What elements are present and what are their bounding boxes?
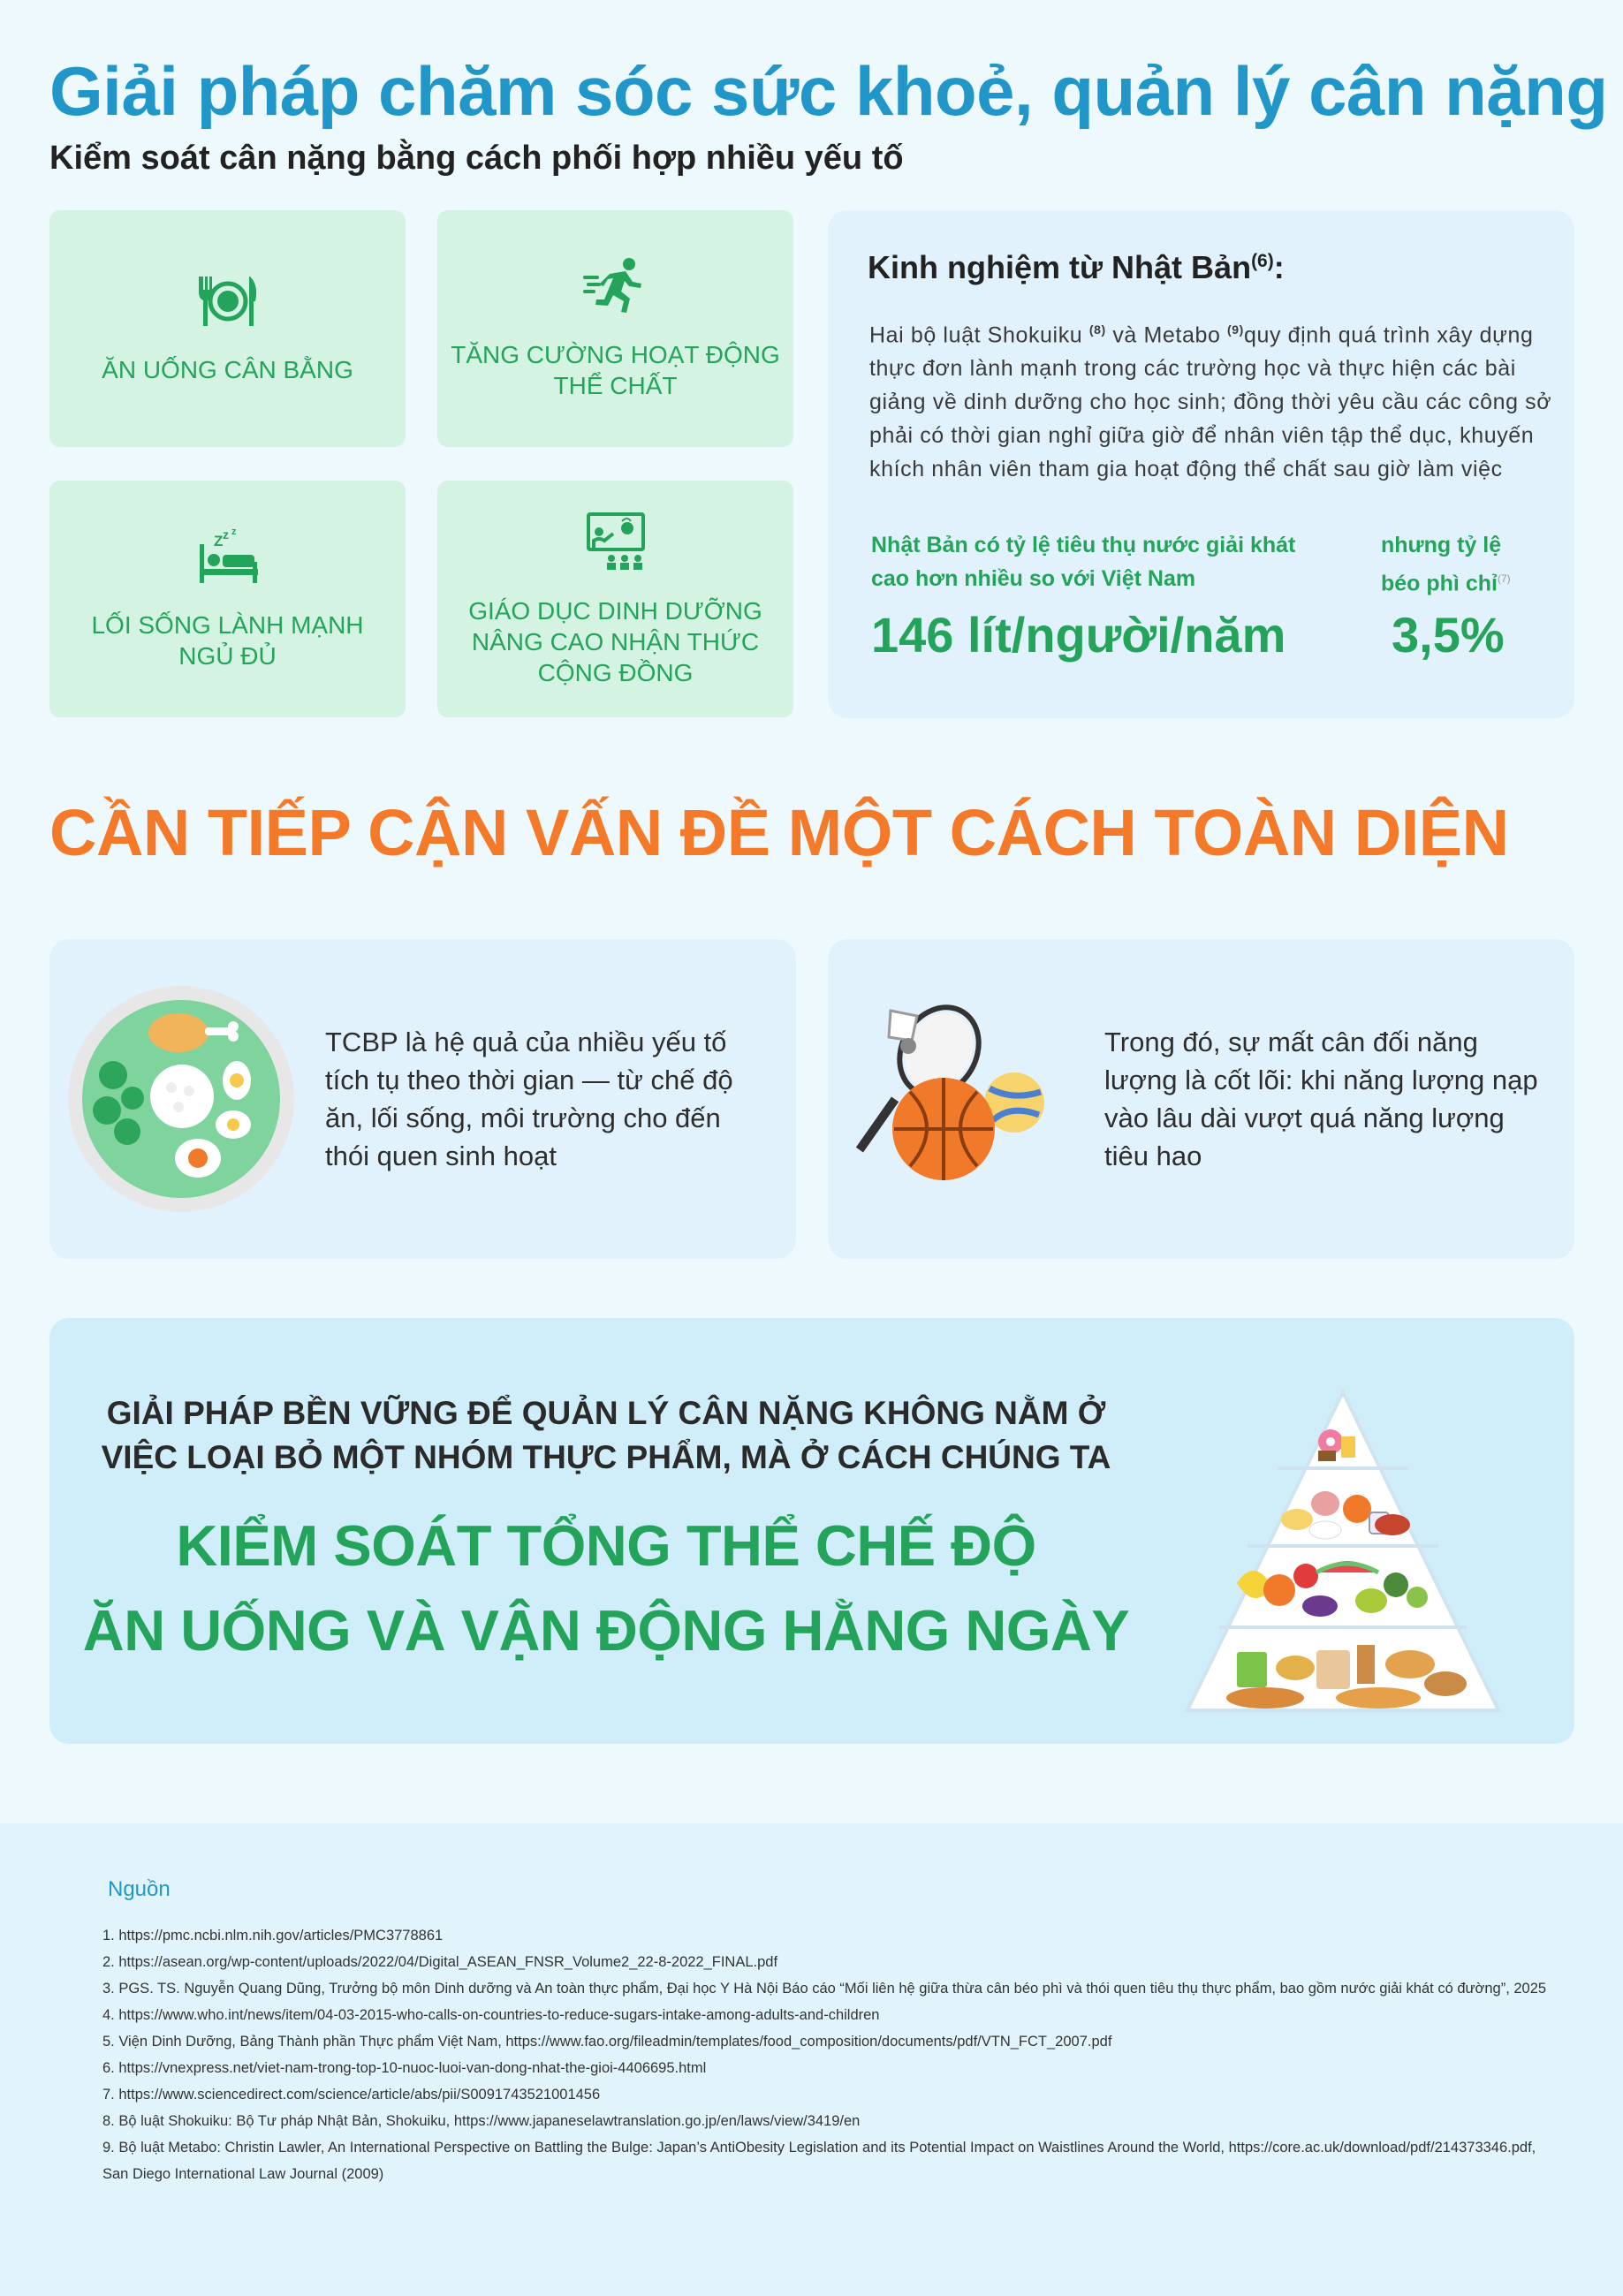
source-item: 7. https://www.sciencedirect.com/science/article/abs/pii/S0091743521001456 bbox=[102, 2087, 601, 2103]
sleeping-bed-icon bbox=[196, 527, 260, 585]
svg-text:z: z bbox=[222, 527, 229, 542]
sources-title: Nguồn bbox=[108, 1877, 171, 1901]
factor-tile-healthy-sleep bbox=[49, 481, 406, 717]
banner-highlight-line2: ĂN UỐNG VÀ VẬN ĐỘNG HẰNG NGÀY bbox=[82, 1598, 1130, 1663]
svg-text:z: z bbox=[231, 527, 236, 537]
source-item: 5. Viện Dinh Dưỡng, Bảng Thành phần Thực phẩm Việt Nam, https://www.fao.org/fileadmin/templates/food_composition/documents/pdf/VTN_FCT_2007.pdf bbox=[102, 2034, 1112, 2050]
source-item: 4. https://www.who.int/news/item/04-03-2015-who-calls-on-countries-to-reduce-sugars-intake-among-adults-and-children bbox=[102, 2007, 880, 2023]
banner-highlight-line1: KIỂM SOÁT TỔNG THỂ CHẾ ĐỘ bbox=[176, 1513, 1036, 1578]
source-item: 2. https://asean.org/wp-content/uploads/2022/04/Digital_ASEAN_FNSR_Volume2_22-8-2022_FINAL.pdf bbox=[102, 1954, 778, 1970]
factor-tile-physical-activity bbox=[437, 210, 793, 447]
source-item: 6. https://vnexpress.net/viet-nam-trong-top-10-nuoc-luoi-van-dong-nhat-the-gioi-4406695.html bbox=[102, 2060, 707, 2076]
food-pyramid-illustration bbox=[1184, 1387, 1502, 1714]
banner-intro: GIẢI PHÁP BỀN VỮNG ĐỂ QUẢN LÝ CÂN NẶNG KHÔNG NẰM Ở VIỆC LOẠI BỎ MỘT NHÓM THỰC PHẨM, MÀ Ở CÁCH CHÚNG TA bbox=[101, 1395, 1111, 1475]
factor-label: GIÁO DỤC DINH DƯỠNG NÂNG CAO NHẬN THỨC CỘNG ĐỒNG bbox=[468, 596, 762, 686]
source-item: 1. https://pmc.ncbi.nlm.nih.gov/articles/PMC3778861 bbox=[102, 1928, 444, 1944]
page-subtitle: Kiểm soát cân nặng bằng cách phối hợp nhiều yếu tố bbox=[49, 140, 904, 177]
beverage-consumption-value: 146 lít/người/năm bbox=[871, 607, 1286, 663]
factor-label: ĂN UỐNG CÂN BẰNG bbox=[102, 355, 353, 383]
japan-panel-body: Hai bộ luật Shokuiku $^{(8)}$ và Metabo $^{(9)}$quy định quá trình xây dựng thực đơn lành mạnh trong các trường học và thực hiện các bài giảng về dinh dưỡng cho học sinh; đồng thời yêu cầu các công sở phải có thời gian nghỉ giữa giờ để nhân viên tập thể dục, khuyến khích nhân viên tham gia hoạt động thể chất sau giờ làm việc bbox=[869, 322, 1552, 482]
factor-tile-nutrition-education bbox=[437, 481, 793, 717]
food-plate-illustration bbox=[65, 983, 297, 1215]
section-heading: CẦN TIẾP CẬN VẤN ĐỀ MỘT CÁCH TOÀN DIỆN bbox=[49, 796, 1509, 869]
factor-label: TĂNG CƯỜNG HOẠT ĐỘNG THỂ CHẤT bbox=[451, 341, 780, 399]
running-person-icon bbox=[583, 256, 648, 314]
source-item: 3. PGS. TS. Nguyễn Quang Dũng, Trưởng bộ môn Dinh dưỡng và An toàn thực phẩm, Đại học Y Hà Nội Báo cáo “Mối liên hệ giữa thừa cân béo phì và thói quen tiêu thụ thực phẩm, bao gồm nước giải khát có đường”, 2025 bbox=[102, 1981, 1547, 1997]
svg-text:Z: Z bbox=[213, 533, 223, 549]
sports-equipment-illustration bbox=[855, 996, 1060, 1201]
obesity-rate-value: 3,5% bbox=[1392, 607, 1505, 663]
classroom-board-icon bbox=[585, 511, 647, 571]
japan-panel-title: Kinh nghiệm từ Nhật Bản$^{(6)}$: bbox=[868, 249, 1285, 285]
obesity-rate-label: nhưng tỷ lệ béo phì chỉ$^{(7)}$ bbox=[1381, 533, 1511, 596]
card-energy-imbalance-text: Trong đó, sự mất cân đối năng lượng là cốt lõi: khi năng lượng nạp vào lâu dài vượt quá năng lượng tiêu hao bbox=[1104, 1027, 1538, 1171]
sources-list bbox=[102, 1922, 1560, 2187]
source-item: 8. Bộ luật Shokuiku: Bộ Tư pháp Nhật Bản, Shokuiku, https://www.japaneselawtranslation.go.jp/en/laws/view/3419/en bbox=[102, 2113, 861, 2129]
fork-plate-knife-icon bbox=[193, 273, 262, 330]
page-title: Giải pháp chăm sóc sức khoẻ, quản lý cân nặng bbox=[49, 52, 1608, 130]
card-accumulated-factors-text: TCBP là hệ quả của nhiều yếu tố tích tụ theo thời gian — từ chế độ ăn, lối sống, môi trường cho đến thói quen sinh hoạt bbox=[325, 1027, 733, 1171]
factor-label: LỐI SỐNG LÀNH MẠNH NGỦ ĐỦ bbox=[91, 611, 364, 670]
beverage-consumption-label: Nhật Bản có tỷ lệ tiêu thụ nước giải khát cao hơn nhiều so với Việt Nam bbox=[871, 533, 1296, 591]
factor-tile-balanced-diet bbox=[49, 210, 406, 447]
source-item: 9. Bộ luật Metabo: Christin Lawler, An International Perspective on Battling the Bulge: Japan’s AntiObesity Legislation and its Potential Impact on Waistlines Around the World, https://core.ac.uk/download/pdf/214373346.pdf, San Diego International Law Journal (2009) bbox=[102, 2140, 1536, 2182]
